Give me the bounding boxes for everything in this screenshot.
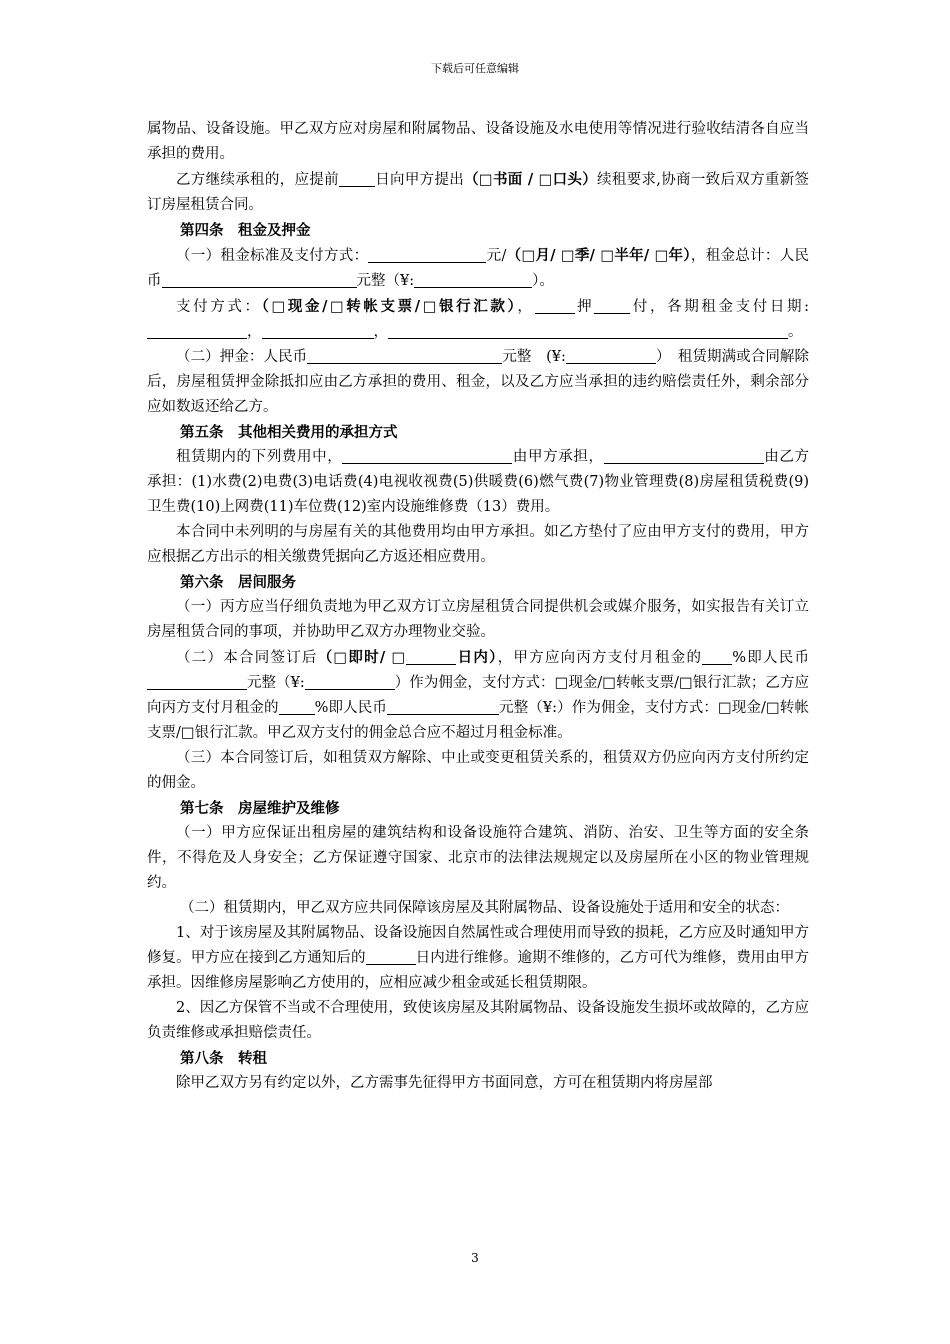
blank-field[interactable] [279,699,315,715]
paragraph: （一）甲方应保证出租房屋的建筑结构和设备设施符合建筑、消防、治安、卫生等方面的安全条件，不得危及人身安全；乙方保证遵守国家、北京市的法律法规规定以及房屋所在小区的物业管理规约。 [147,825,809,891]
blank-field[interactable] [368,247,486,263]
paragraph: 2、因乙方保管不当或不合理使用，致使该房屋及其附属物品、设备设施发生损坏或故障的，乙方应负责维修或承担赔偿责任。 [147,1000,809,1041]
blank-field[interactable] [147,674,247,690]
text: ）作为佣金，支付方式：□现金/□转帐支票/□银行汇款；乙方应向丙方支付月租金的 [147,675,809,716]
text: 由乙方承担：(1)水费(2)电费(3)电话费(4)电视收视费(5)供暖费(6)燃气费(7)物业管理费(8)房屋租赁税费(9)卫生费(10)上网费(11)车位费(12)室内设施维修费（13）费用。 [147,449,810,515]
text: 日向甲方提出 [374,172,465,188]
text: ， [517,299,535,315]
paragraph: （一）丙方应当仔细负责地为甲乙双方订立房屋租赁合同提供机会或媒介服务，如实报告有关订立房屋租赁合同的事项，并协助甲乙双方办理物业交验。 [147,599,809,640]
text: ， [247,324,262,340]
checkbox-option-group[interactable]: （□书面 / □口头） [464,171,598,188]
text: ，租金总计：人民币 [147,248,809,289]
checkbox-option-group[interactable]: （□即时/ □ [317,649,407,666]
checkbox-option-group[interactable]: （□现金/□转帐支票/□银行汇款） [261,298,518,315]
text: （二）押金：人民币 [176,349,308,365]
section-heading-6: 第六条 居间服务 [180,574,296,591]
blank-field[interactable] [342,448,512,464]
text: %即人民币 [314,700,387,716]
text: 日内进行维修。逾期不维修的，乙方可代为维修，费用由甲方承担。因维修房屋影响乙方使用的，应相应减少租金或延长租赁期限。 [147,950,810,991]
paragraph-deposit [147,345,809,420]
paragraph: （三）本合同签订后，如租赁双方解除、中止或变更租赁关系的，租赁双方仍应向丙方支付所约定的佣金。 [147,750,809,791]
blank-field[interactable] [162,272,357,288]
text: 元整（¥: [356,273,415,289]
text: 。 [788,324,803,340]
text: （一）租金标准及支付方式： [176,248,369,264]
text: 支付方式： [176,299,262,315]
blank-field[interactable] [406,649,456,665]
paragraph-payment-method [147,294,809,345]
paragraph-renewal [147,167,809,218]
paragraph: 本合同中未列明的与房屋有关的其他费用均由甲方承担。如乙方垫付了应由甲方支付的费用，甲方应根据乙方出示的相关缴费凭据向乙方返还相应费用。 [147,524,809,565]
text: 租赁期内的下列费用中， [176,449,343,465]
text: 1、对于该房屋及其附属物品、设备设施因自然属性或合理使用而导致的损耗，乙方应及时通知甲方修复。甲方应在接到乙方通知后的 [147,925,809,966]
section-heading-5: 第五条 其他相关费用的承担方式 [180,424,398,441]
paragraph-commission [147,645,809,746]
blank-field[interactable] [262,323,374,339]
text: %即人民币 [732,650,810,666]
paragraph-fees [147,445,809,520]
text: 元整 (¥: [502,349,566,365]
text: 押 [574,299,595,315]
paragraph-repair [147,921,809,996]
section-heading-7: 第七条 房屋维护及维修 [180,800,340,817]
text: 元整（¥: [498,700,558,716]
blank-field[interactable] [305,674,395,690]
blank-field[interactable] [339,171,375,187]
checkbox-option-group[interactable]: （□月/ □季/ □半年/ □年） [506,247,691,264]
blank-field[interactable] [594,298,630,314]
blank-field[interactable] [366,949,416,965]
blank-field[interactable] [147,323,247,339]
text: ）作为佣金，支付方式：□现金/□转帐支票/□银行汇款。甲乙双方支付的佣金总合应不超过月租金标准。 [147,700,809,741]
paragraph: 除甲乙双方另有约定以外，乙方需事先征得甲方书面同意，方可在租赁期内将房屋部 [176,1075,713,1091]
blank-field[interactable] [566,348,656,364]
text: 由甲方承担， [512,449,604,465]
text: ） 租赁期满或合同解除后，房屋租赁押金除抵扣应由乙方承担的费用、租金，以及乙方应当承担的违约赔偿责任外，剩余部分应如数返还给乙方。 [147,349,810,415]
section-heading-4: 第四条 租金及押金 [180,222,311,239]
text: 元整（¥: [247,675,305,691]
paragraph-rent-standard [147,243,809,294]
text: 乙方继续承租的，应提前 [176,172,339,188]
text: ，甲方应向丙方支付月租金的 [497,650,703,666]
blank-field[interactable] [307,348,502,364]
text: 元/ [486,248,507,264]
text: ， [373,324,388,340]
section-heading-8: 第八条 转租 [180,1050,267,1067]
blank-field[interactable] [535,298,575,314]
paragraph: （二）租赁期内，甲乙双方应共同保障该房屋及其附属物品、设备设施处于适用和安全的状态： [180,900,789,916]
text: 付，各期租金支付日期: [630,299,810,315]
page-header: 下载后可任意编辑 [431,62,519,75]
text: ）。 [532,273,554,289]
text: （二）本合同签订后 [176,650,318,666]
text: 日内） [456,649,498,666]
blank-field[interactable] [414,272,532,288]
blank-field[interactable] [387,699,499,715]
paragraph: 属物品、设备设施。甲乙双方应对房屋和附属物品、设备设施及水电使用等情况进行验收结清各自应当承担的费用。 [147,121,809,162]
document-body [147,117,809,1096]
blank-field[interactable] [702,649,732,665]
page-number: 3 [471,1251,479,1265]
text: 续租要求,协商一致后双方重新签订房屋租赁合同。 [147,172,810,213]
blank-field[interactable] [388,323,788,339]
blank-field[interactable] [604,448,764,464]
